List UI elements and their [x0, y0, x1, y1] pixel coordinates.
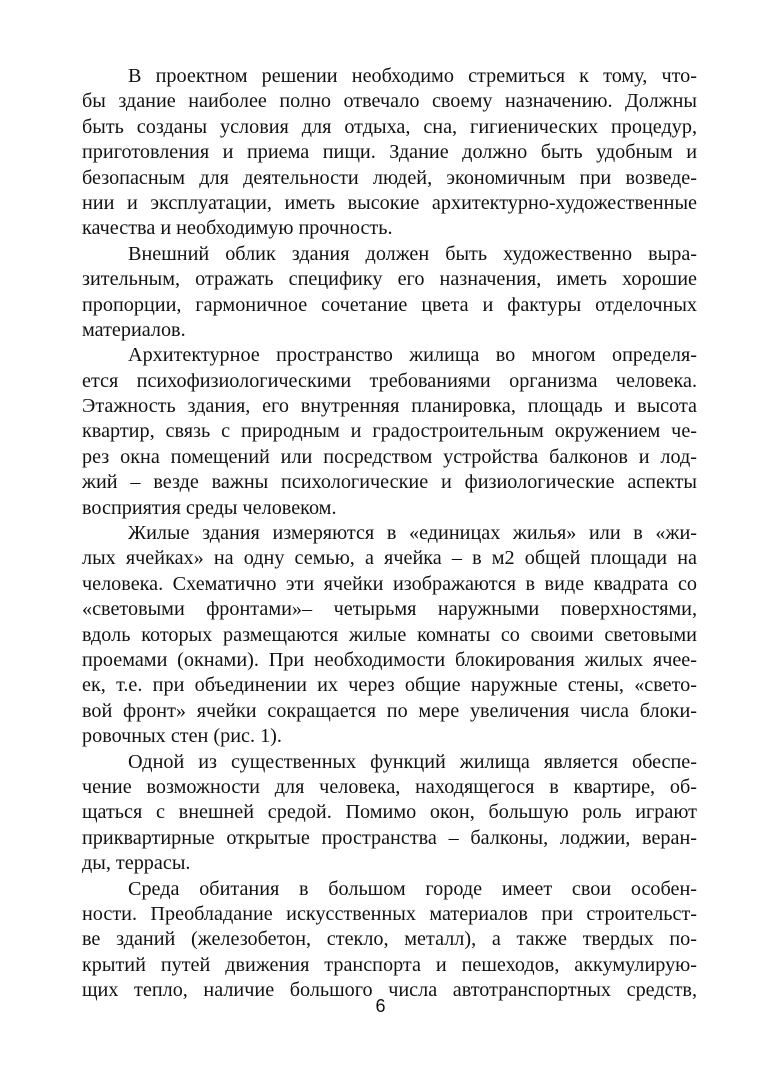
text-line: Внешний облик здания должен быть художественно выра- [128, 242, 697, 265]
text-line: щих тепло, наличие большого числа автотранспортных средств, [82, 979, 697, 1002]
text-line: Жилые здания измеряются в «единицах жилья» или в «жи- [128, 522, 697, 545]
text-line: человека. Схематично эти ячейки изображаются в виде квадрата со [82, 572, 697, 595]
text-line: Одной из существенных функций жилища является обеспе- [128, 750, 697, 773]
text-line: вой фронт» ячейки сокращается по мере увеличения числа блоки- [82, 699, 697, 722]
text-line: крытий путей движения транспорта и пешеходов, аккумулирую- [82, 953, 697, 976]
text-line: ве зданий (железобетон, стекло, металл), а также твердых по- [82, 928, 697, 951]
paragraph-1 [82, 64, 697, 242]
text-line: проемами (окнами). При необходимости блокирования жилых ячее- [82, 648, 697, 671]
text-line: чение возможности для человека, находящегося в квартире, об- [82, 775, 697, 798]
text-line: ды, террасы. [82, 852, 191, 875]
text-line: квартир, связь с природным и градостроительным окружением че- [82, 420, 697, 443]
text-line: ности. Преобладание искусственных материалов при строительст- [82, 902, 697, 925]
text-line: В проектном решении необходимо стремиться к тому, что- [128, 65, 697, 87]
text-line: вдоль которых размещаются жилые комнаты со своими световыми [82, 623, 697, 646]
text-line: ровочных стен (рис. 1). [82, 725, 282, 748]
paragraph-4 [82, 521, 697, 750]
text-line: лых ячейках» на одну семью, а ячейка – в м2 общей площади на [82, 547, 697, 570]
paragraph-2 [82, 242, 697, 344]
text-line: щаться с внешней средой. Помимо окон, большую роль играют [82, 801, 697, 824]
text-line: рез окна помещений или посредством устройства балконов и лод- [82, 445, 697, 468]
text-line: Этажность здания, его внутренняя планировка, площадь и высота [82, 395, 697, 418]
text-line: пропорции, гармоничное сочетание цвета и фактуры отделочных [82, 293, 697, 316]
text-line: ек, т.е. при объединении их через общие наружные стены, «свето- [82, 674, 697, 697]
page-number: 6 [375, 996, 386, 1016]
text-line: приквартирные открытые пространства – балконы, лоджии, веран- [82, 826, 697, 849]
text-line: зительным, отражать специфику его назначения, иметь хорошие [82, 268, 697, 291]
text-line: восприятия среды человеком. [82, 496, 337, 519]
text-line: бы здание наиболее полно отвечало своему назначению. Должны [82, 90, 697, 113]
text-line: Среда обитания в большом городе имеет свои особен- [128, 877, 697, 900]
paragraph-3 [82, 343, 697, 521]
text-line: материалов. [82, 318, 186, 341]
paragraph-5 [82, 750, 697, 877]
body-text [82, 64, 697, 1003]
text-line: качества и необходимую прочность. [82, 217, 393, 240]
text-line: приготовления и приема пищи. Здание должно быть удобным и [82, 141, 697, 164]
text-line: быть созданы условия для отдыха, сна, гигиенических процедур, [82, 115, 697, 138]
text-line: «световыми фронтами»– четырьмя наружными поверхностями, [82, 598, 697, 621]
text-line: нии и эксплуатации, иметь высокие архитектурно-художественные [82, 191, 697, 214]
text-line: Архитектурное пространство жилища во многом определя- [128, 344, 697, 367]
paragraph-6 [82, 877, 697, 1004]
text-line: безопасным для деятельности людей, экономичным при возведе- [82, 166, 697, 189]
text-line: ется психофизиологическими требованиями организма человека. [82, 369, 697, 392]
text-line: жий – везде важны психологические и физиологические аспекты [82, 471, 697, 494]
